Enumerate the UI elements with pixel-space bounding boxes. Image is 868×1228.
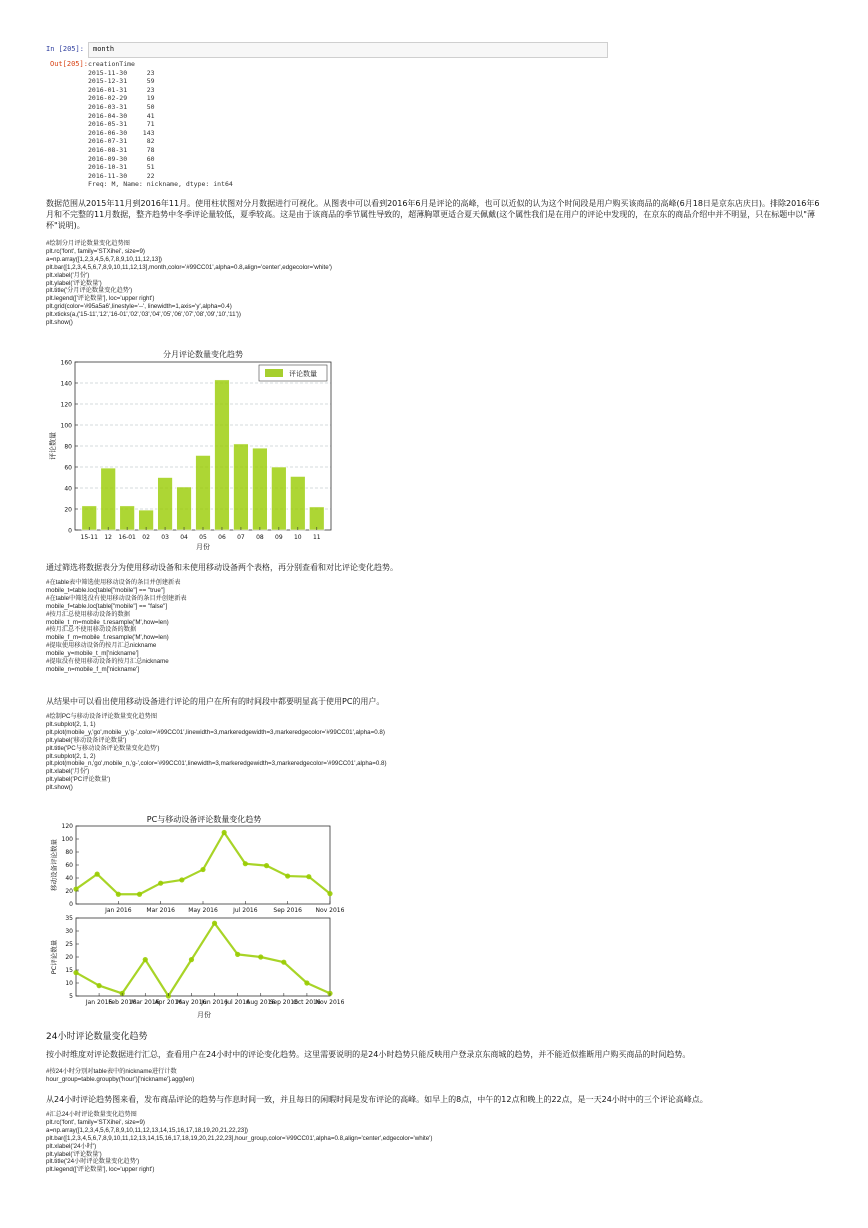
data-point [158,881,163,886]
data-point [96,983,101,988]
y-tick-label: 20 [64,506,72,514]
output-line: 2015-11-30 23 [88,68,155,77]
code-line: plt.plot(mobile_y,'go',mobile_y,'g-',color='#99CC01',linewidth=3,markeredgewidth=3,markeredgecolor='#99CC01',alpha=0.8) [46,728,385,736]
top-y-axis-label: 移动设备评论数量 [50,839,58,891]
bottom-y-axis-label: PC评论数量 [50,939,58,975]
data-point [235,952,240,957]
code-line: plt.xlabel('24小时') [46,1142,97,1150]
data-point [200,867,205,872]
mobile-line-series [73,830,332,897]
output-line: 2016-09-30 60 [88,154,155,163]
pc-line-series [73,921,332,999]
chart-legend [259,365,327,381]
code-line: plt.title('PC与移动设备评论数量变化趋势') [46,744,160,752]
data-point [189,957,194,962]
x-tick-label: 15-11 [80,534,98,541]
data-point [73,970,78,975]
data-point [306,874,311,879]
bar [82,506,97,530]
y-tick-label: 0 [69,901,73,909]
x-tick-label: Jul 2016 [233,907,258,914]
output-line: 2015-12-31 59 [88,77,155,86]
y-tick-label: 5 [69,993,73,1001]
x-tick-label: Aug 2016 [246,999,276,1006]
y-tick-label: 30 [65,928,73,936]
data-point [285,873,290,878]
x-tick-label: Mar 2016 [131,999,160,1006]
code-line: plt.plot(mobile_n,'go',mobile_n,'g-',color='#99CC01',linewidth=3,markeredgewidth=3,markeredgecolor='#99CC01',alpha=0.8) [46,760,387,768]
code-block-device-split [46,579,187,674]
code-line: plt.rc('font', family='STXihei', size=9) [46,247,145,255]
x-tick-label: 07 [237,534,245,541]
x-tick-label: Oct 2016 [293,999,321,1006]
code-line: a=np.array([1,2,3,4,5,6,7,8,9,10,11,12,13]) [46,255,162,263]
x-tick-label: 10 [293,534,302,541]
paragraph-monthly-analysis: 数据范围从2015年11月到2016年11月。使用柱状图对分月数据进行可视化。从图表中可以看到2016年6月是评论的高峰，也可以近似的认为这个时间段是用户购买该商品的高峰(6月18日是京东店庆日)。排除2016年6月和不完整的11月数据，整齐趋势中冬季评论量较低，夏季较高。这是由于该商品的季节属性导致的，超薄胸罩更适合夏天佩戴(这个属性我们是在用户的评论中发现的，在京东的商品介绍中并不明显，只在标题中以"薄杯"说明)。 [46,199,820,230]
code-line: plt.show() [46,319,73,327]
x-tick-label: Nov 2016 [315,999,345,1006]
data-point [258,954,263,959]
x-tick-label: Sep 2016 [269,999,299,1006]
output-line: 2016-08-31 78 [88,145,155,154]
code-line: plt.title('24小时评论数量变化趋势') [46,1158,140,1166]
code-line: plt.ylabel('评论数量') [46,1150,102,1158]
paragraph-24h-result: 从24小时评论趋势图来看，发布商品评论的趋势与作息时间一致，并且每日的闲暇时间是发布评论的高峰。如早上的8点，中午的12点和晚上的22点，是一天24小时中的三个评论高峰点。 [46,1095,708,1104]
y-tick-label: 60 [65,862,73,870]
x-tick-label: May 2016 [176,999,207,1006]
code-line: plt.xticks(a,('15-11','12','16-01','02','03','04','05','06','07','08','09','10','11')) [46,311,241,319]
bar [309,507,324,530]
code-line: mobile_f=table.loc[table["mobile"] == "false"] [46,602,168,610]
y-tick-label: 0 [68,527,72,535]
code-line: plt.bar([1,2,3,4,5,6,7,8,9,10,11,12,13],month,color='#99CC01',alpha=0.8,align='center',edgecolor='white') [46,263,332,271]
series-line [76,923,330,996]
x-axis-label: 月份 [197,1011,211,1019]
output-line: 2016-07-31 82 [88,137,155,146]
output-line: 2016-10-31 51 [88,163,155,172]
x-tick-label: Jan 2016 [105,907,132,914]
output-line: 2016-11-30 22 [88,171,155,180]
y-tick-label: 40 [64,485,72,493]
bar [215,380,230,530]
y-tick-label: 15 [65,967,73,975]
data-point [281,960,286,965]
output-line: 2016-02-29 19 [88,94,155,103]
y-tick-label: 20 [65,954,73,962]
code-line: hour_group=table.groupby('hour')['nickname'].agg(len) [46,1075,195,1083]
y-tick-label: 160 [60,359,72,367]
code-line: plt.grid(color='#95a5a6',linestyle='--', linewidth=1,axis='y',alpha=0.4) [46,303,232,311]
output-line: 2016-05-31 71 [88,120,155,129]
x-tick-label: 04 [180,534,188,541]
bar [177,487,192,530]
code-line: #按月汇总不使用移动设备的数据 [46,626,137,634]
x-tick-label: 11 [312,534,321,541]
code-block-24h-chart [46,1111,432,1174]
chart-title: PC与移动设备评论数量变化趋势 [146,815,262,824]
data-point [327,891,332,896]
data-point [304,980,309,985]
y-tick-label: 60 [64,464,72,472]
data-point [143,957,148,962]
y-tick-label: 10 [65,980,73,988]
data-point [116,892,121,897]
data-point [137,892,142,897]
y-tick-label: 100 [61,836,73,844]
code-input-box[interactable] [88,42,608,58]
code-line: mobile_f_m=mobile_f.resample('M',how=len) [46,634,169,642]
bar [252,448,267,530]
paragraph-24h-intro: 按小时维度对评论数据进行汇总，查看用户在24小时中的评论变化趋势。这里需要说明的是24小时趋势只能反映用户登录京东商城的趋势，并不能近似推断用户购买商品的时间趋势。 [46,1050,691,1059]
x-tick-label: 06 [218,534,226,541]
y-tick-label: 100 [60,422,72,430]
code-line: mobile_t_m=mobile_t.resample('M',how=len) [46,618,169,626]
series-line [76,833,330,895]
x-tick-label: Jan 2016 [85,999,113,1006]
section-heading-24h: 24小时评论数量变化趋势 [46,1032,148,1042]
output-cell [46,60,446,192]
code-line: plt.rc('font', family='STXihei', size=9) [46,1118,145,1126]
code-line: a=np.array([1,2,3,4,5,6,7,8,9,10,11,12,13,14,15,16,17,18,19,20,21,22,23]) [46,1126,248,1134]
data-point [264,863,269,868]
code-line: #按月汇总使用移动设备的数据 [46,610,130,618]
x-axis-label: 月份 [196,543,210,551]
x-tick-label: May 2016 [188,907,218,914]
x-tick-label: 16-01 [118,534,136,541]
code-block-monthly-chart [46,240,332,327]
code-input-text: month [93,45,115,53]
x-tick-label: 05 [199,534,207,541]
input-prompt: In [205]: [46,45,84,53]
y-tick-label: 80 [65,849,73,857]
code-line: plt.legend(['评论数量'], loc='upper right') [46,295,155,303]
code-line: #提取没有使用移动设备的按月汇总nickname [46,658,169,666]
legend-swatch [265,369,283,377]
data-point [243,861,248,866]
code-line: plt.ylabel('PC评论数量') [46,776,111,784]
output-line: 2016-04-30 41 [88,111,155,120]
code-line: #绘制分月评论数量变化趋势图 [46,240,130,247]
code-line: plt.xlabel('月份') [46,271,90,279]
x-tick-label: Feb 2016 [108,999,137,1006]
code-line: plt.ylabel('评论数量') [46,279,102,287]
y-tick-label: 120 [60,401,72,409]
bar [120,506,135,530]
code-line: plt.subplot(2, 1, 2) [46,752,96,760]
code-line: plt.bar([1,2,3,4,5,6,7,8,9,10,11,12,13,14,15,16,17,18,19,20,21,22,23],hour_group,color='#99CC01',alpha=0.8,align='center',edgecolor='white') [46,1134,433,1142]
y-tick-label: 140 [60,380,72,388]
y-axis-label: 评论数量 [49,432,57,460]
x-tick-label: Apr 2016 [154,999,183,1006]
y-tick-label: 40 [65,875,73,883]
x-tick-label: 08 [256,534,264,541]
x-tick-label: 09 [275,534,283,541]
code-line: #绘制PC与移动设备评论数量变化趋势图 [46,713,158,720]
bar [101,468,116,530]
code-line: #按24小时分别对table表中的nickname进行计数 [46,1068,177,1075]
data-point [222,830,227,835]
code-line: mobile_n=mobile_f_m['nickname'] [46,665,139,673]
x-tick-label: 12 [104,534,113,541]
code-line: #在table表中筛选使用移动设备的条目并创建新表 [46,579,181,586]
x-tick-label: Sep 2016 [273,907,302,914]
bar [290,476,305,530]
x-tick-label: Nov 2016 [315,907,345,914]
input-cell[interactable] [46,42,606,57]
paragraph-device-result: 从结果中可以看出使用移动设备进行评论的用户在所有的时间段中都要明显高于使用PC的用户。 [46,697,385,706]
pc-mobile-line-charts [46,812,345,1022]
code-block-hour-group [46,1068,194,1084]
code-line: #汇总24小时评论数量变化趋势图 [46,1111,137,1118]
y-tick-label: 25 [65,941,73,949]
y-tick-label: 20 [65,888,73,896]
bar-series [82,380,324,530]
x-tick-label: Mar 2016 [146,907,175,914]
bar [196,455,211,530]
legend-label: 评论数量 [289,370,317,378]
output-line: 2016-06-30 143 [88,128,155,137]
code-line: #提取使用移动设备的按月汇总nickname [46,642,157,650]
output-line: Freq: M, Name: nickname, dtype: int64 [88,180,233,189]
output-line: 2016-01-31 23 [88,85,155,94]
y-tick-label: 80 [64,443,72,451]
bar [158,478,173,531]
code-line: #在table中筛选没有使用移动设备的条目并创建新表 [46,594,187,602]
output-prompt: Out[205]: [50,60,88,68]
code-line: plt.show() [46,784,73,792]
data-point [212,921,217,926]
top-plot-frame [76,826,330,904]
code-block-device-chart [46,713,387,792]
code-line: plt.title('分月评论数量变化趋势') [46,287,133,295]
output-line: 2016-03-31 50 [88,102,155,111]
code-line: plt.xlabel('月份') [46,768,90,776]
code-line: plt.ylabel('移动设备评论数量') [46,736,127,744]
x-tick-label: Jun 2016 [201,999,228,1006]
output-text [88,60,233,189]
code-line: plt.legend(['评论数量'], loc='upper right') [46,1166,155,1174]
data-point [95,872,100,877]
code-line: mobile_y=mobile_t_m['nickname'] [46,650,139,658]
x-tick-label: 02 [142,534,150,541]
bottom-plot-frame [76,918,330,996]
data-point [179,877,184,882]
chart-title: 分月评论数量变化趋势 [163,350,243,359]
x-tick-label: 03 [161,534,169,541]
bar [234,444,249,530]
y-tick-label: 35 [65,915,73,923]
y-tick-label: 120 [61,823,73,831]
code-line: mobile_t=table.loc[table["mobile"] == "true"] [46,586,165,594]
monthly-comment-bar-chart [46,345,346,555]
code-line: plt.subplot(2, 1, 1) [46,720,96,728]
paragraph-device-split: 通过筛选将数据表分为使用移动设备和未使用移动设备两个表格，再分别查看和对比评论变化趋势。 [46,563,398,572]
output-line: creationTime [88,60,135,68]
x-tick-label: Jul 2016 [225,999,250,1006]
bar [271,467,286,530]
